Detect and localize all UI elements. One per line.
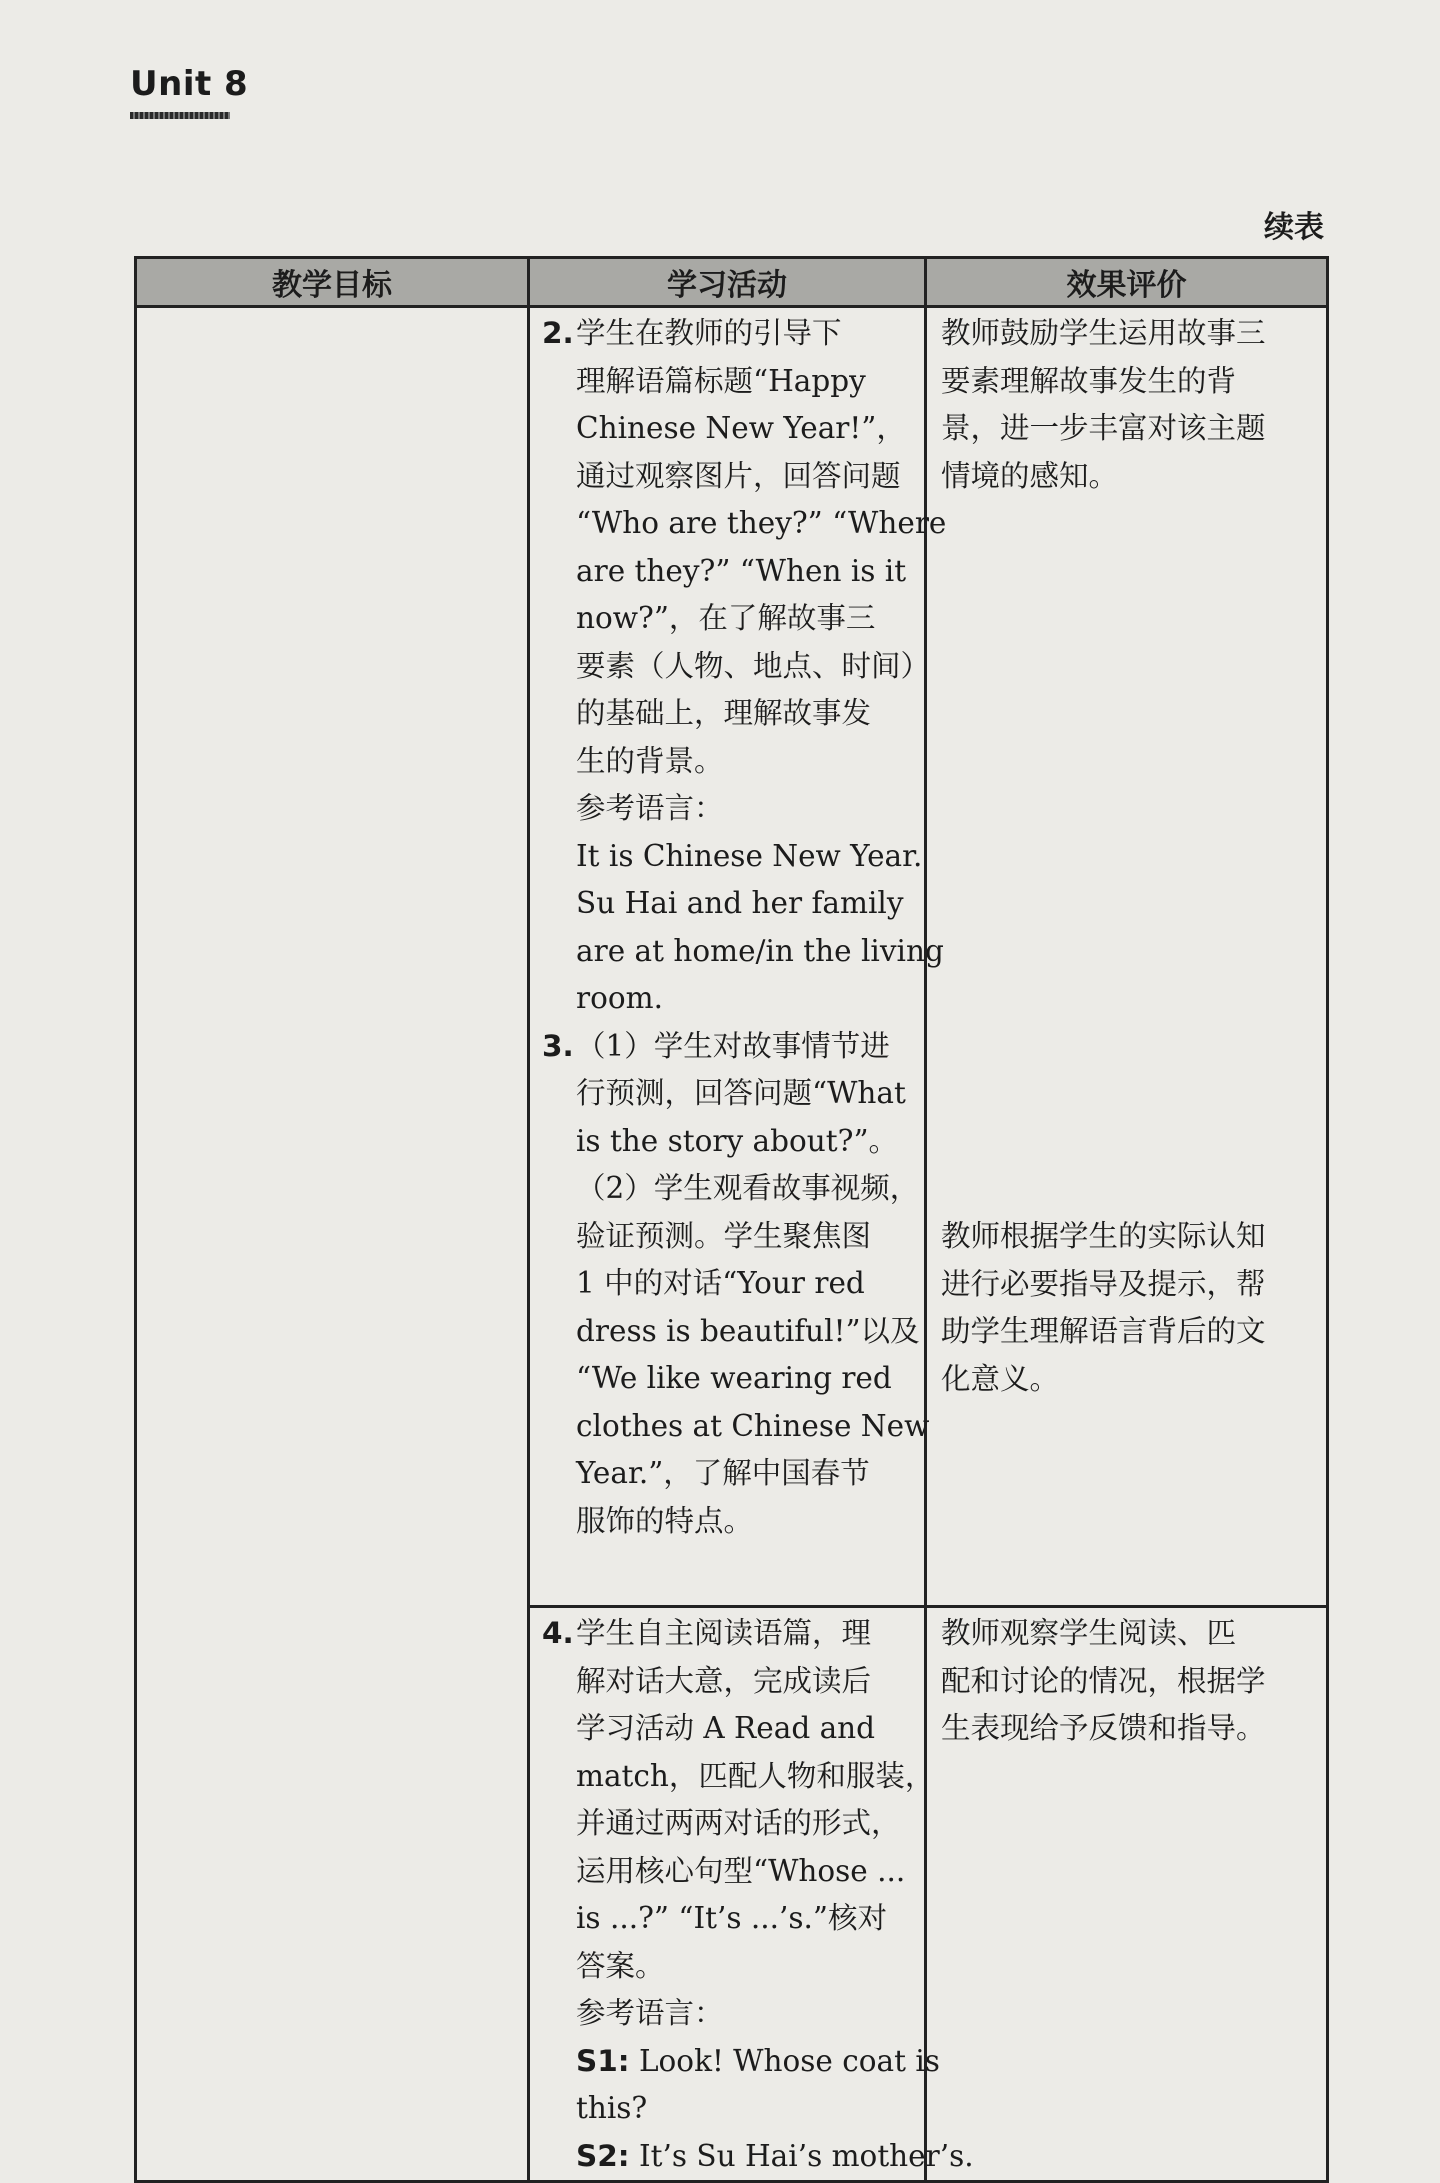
- text-line: clothes at Chinese New: [576, 1408, 930, 1443]
- text-line: 情境的感知。: [941, 458, 1119, 493]
- text-line: 生的背景。: [576, 743, 724, 778]
- text-line: Year.”，了解中国春节: [576, 1456, 870, 1490]
- activity-number: 3.: [542, 1028, 574, 1063]
- text-line: “We like wearing red: [576, 1361, 892, 1395]
- unit-title-underline: [130, 112, 230, 119]
- text-line: 教师观察学生阅读、匹: [941, 1616, 1237, 1650]
- text-line: 学习活动 A Read and: [576, 1711, 876, 1745]
- evaluation-1: [941, 310, 1314, 500]
- reference-line: Su Hai and her family: [576, 886, 904, 920]
- text-line: 验证预测。学生聚焦图: [576, 1218, 872, 1253]
- text-line: now?”，在了解故事三: [576, 601, 876, 635]
- text-line: 助学生理解语言背后的文: [941, 1314, 1266, 1348]
- text-line: 1 中的对话“Your red: [576, 1266, 865, 1300]
- table-row: [136, 307, 1328, 1607]
- text-line: Chinese New Year!”，: [576, 411, 906, 445]
- activity-number: 4.: [542, 1616, 574, 1650]
- reference-line: It is Chinese New Year.: [576, 838, 923, 873]
- unit-title: Unit 8: [130, 64, 249, 104]
- text-line: are they?” “When is it: [576, 553, 907, 588]
- text-line: 行预测，回答问题“What: [576, 1076, 906, 1110]
- text-line: 化意义。: [941, 1361, 1060, 1396]
- dialogue-text: Look! Whose coat is: [629, 2043, 940, 2078]
- text-line: 的基础上，理解故事发: [576, 696, 872, 730]
- activity-cell-2-3: [529, 307, 947, 1607]
- text-line: dress is beautiful!”以及: [576, 1313, 920, 1348]
- text-line: is ...?” “It’s ...’s.”核对: [576, 1901, 887, 1935]
- text-line: 教师鼓励学生运用故事三: [941, 316, 1266, 350]
- text-line: （1）学生对故事情节进: [576, 1028, 890, 1063]
- evaluation-3: [941, 1610, 1314, 1753]
- text-line: 解对话大意，完成读后: [576, 1663, 872, 1698]
- text-line: 景，进一步丰富对该主题: [941, 411, 1266, 445]
- text-line: 学生自主阅读语篇，理: [576, 1616, 872, 1650]
- text-line: match，匹配人物和服装，: [576, 1758, 935, 1793]
- dialogue-text: It’s Su Hai’s mother’s.: [629, 2138, 974, 2173]
- text-line: 教师根据学生的实际认知: [941, 1219, 1266, 1253]
- speaker-label: S1:: [576, 2043, 630, 2078]
- activity-2: [542, 310, 947, 1023]
- reference-line: are at home/in the living: [576, 933, 944, 968]
- speaker-label: S2:: [576, 2138, 630, 2173]
- table-header-row: [136, 258, 1328, 307]
- dialogue-line-s1: [576, 2038, 940, 2086]
- evaluation-cell-4: [926, 1607, 1328, 2182]
- dialogue-line-s1-cont: this?: [576, 2091, 648, 2125]
- text-line: is the story about?”。: [576, 1123, 899, 1158]
- header-learning-activity: 学习活动: [529, 258, 926, 307]
- dialogue-line-s2: [576, 2133, 974, 2181]
- evaluation-2: [941, 1213, 1314, 1403]
- text-line: 要素（人物、地点、时间）: [576, 648, 931, 683]
- header-effect-evaluation: 效果评价: [926, 258, 1328, 307]
- text-line: 运用核心句型“Whose ...: [576, 1853, 906, 1888]
- text-line: 通过观察图片，回答问题: [576, 458, 901, 493]
- lesson-plan-table: [134, 256, 1329, 2183]
- activity-3: [542, 1023, 930, 1546]
- text-line: 要素理解故事发生的背: [941, 363, 1237, 398]
- reference-language-label: 参考语言：: [576, 1996, 724, 2030]
- text-line: 理解语篇标题“Happy: [576, 363, 866, 398]
- text-line: 配和讨论的情况，根据学: [941, 1663, 1266, 1698]
- text-line: 并通过两两对话的形式，: [576, 1806, 901, 1840]
- text-line: 答案。: [576, 1948, 665, 1983]
- text-line: （2）学生观看故事视频，: [576, 1171, 920, 1205]
- activity-number: 2.: [542, 316, 574, 350]
- activity-4: [542, 1610, 974, 2180]
- continued-label: 续表: [1264, 210, 1324, 245]
- text-line: 服饰的特点。: [576, 1503, 754, 1538]
- activity-cell-4: [529, 1607, 974, 2182]
- reference-language-label: 参考语言：: [576, 791, 724, 825]
- text-line: 进行必要指导及提示，帮: [941, 1266, 1266, 1301]
- reference-line: room.: [576, 981, 663, 1015]
- header-teaching-goal: 教学目标: [136, 258, 529, 307]
- teaching-goal-cell: [136, 307, 529, 2182]
- text-line: “Who are they?” “Where: [576, 506, 947, 540]
- evaluation-cell-2-3: [926, 307, 1328, 1607]
- text-line: 生表现给予反馈和指导。: [941, 1711, 1266, 1745]
- text-line: 学生在教师的引导下: [576, 316, 842, 350]
